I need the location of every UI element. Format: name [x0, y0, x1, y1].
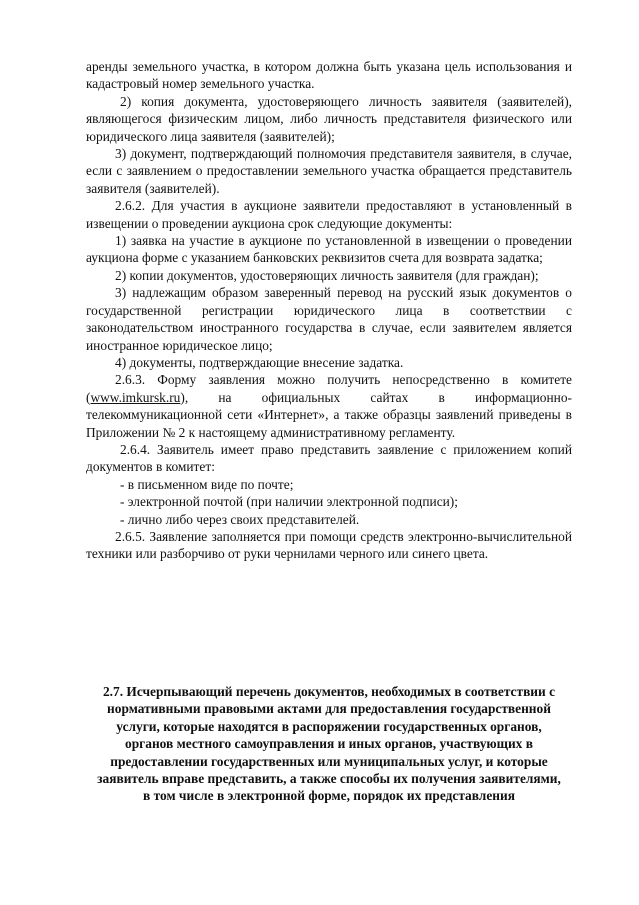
document-body	[86, 58, 572, 563]
paragraph-auction-application: 1) заявка на участие в аукционе по установленной в извещении о проведении аукциона форме с указанием банковских реквизитов счета для возврата задатка;	[86, 233, 572, 266]
paragraph-land-lease-purpose: аренды земельного участка, в котором должна быть указана цель использования и кадастровый номер земельного участка.	[86, 59, 572, 92]
paragraph-identity-copies: 2) копии документов, удостоверяющих личность заявителя (для граждан);	[115, 267, 539, 283]
section-heading-2-7: 2.7. Исчерпывающий перечень документов, необходимых в соответствии с нормативными правовыми актами для предоставления государственной услуги, которые находятся в распоряжении государственных органов, органов местного самоуправления и иных органов, участвующих в предоставлении государственных или муниципальных услуг, и которые заявитель вправе представить, а также способы их получения заявителями, в том числе в электронной форме, порядок их представления	[97, 684, 561, 804]
paragraph-translation-registration: 3) надлежащим образом заверенный перевод на русский язык документов о государственной регистрации юридического лица в соответствии с законодательством иностранного государства в случае, если заявителем является иностранное юридическое лицо;	[86, 285, 572, 353]
submission-methods-list	[86, 476, 572, 528]
imkursk-website-link[interactable]: www.imkursk.ru	[90, 389, 181, 405]
paragraph-identity-document-copy: 2) копия документа, удостоверяющего личность заявителя (заявителей), являющегося физическим лицом, либо личность представителя физического или юридического лица заявителя (заявителей);	[86, 93, 572, 144]
list-item: - в письменном виде по почте;	[120, 476, 294, 492]
list-item: - электронной почтой (при наличии электронной подписи);	[120, 494, 458, 510]
paragraph-2-6-4-submission-right: 2.6.4. Заявитель имеет право представить заявление с приложением копий документов в комитет:	[86, 441, 572, 475]
paragraph-deposit-documents: 4) документы, подтверждающие внесение задатка.	[115, 354, 404, 370]
paragraph-2-6-3-text-before: 2.6.3. Форму заявления можно получить непосредственно в комитете (	[86, 372, 572, 405]
paragraph-2-6-2-auction-documents: 2.6.2. Для участия в аукционе заявители предоставляют в установленный в извещении о проведении аукциона срок следующие документы:	[86, 198, 572, 231]
paragraph-2-6-3-text-after: ), на официальных сайтах в информационно-телекоммуникационной сети «Интернет», а также образцы заявлений приведены в Приложении № 2 к настоящему административному регламенту.	[86, 389, 572, 440]
paragraph-2-6-5-filling-rules: 2.6.5. Заявление заполняется при помощи средств электронно-вычислительной техники или разборчиво от руки чернилами черного или синего цвета.	[86, 528, 572, 562]
paragraph-representative-authority: 3) документ, подтверждающий полномочия представителя заявителя, в случае, если с заявлением о предоставлении земельного участка обращается представитель заявителя (заявителей).	[86, 146, 572, 196]
list-item: - лично либо через своих представителей.	[120, 511, 360, 527]
paragraph-2-6-3-application-form	[86, 371, 572, 441]
